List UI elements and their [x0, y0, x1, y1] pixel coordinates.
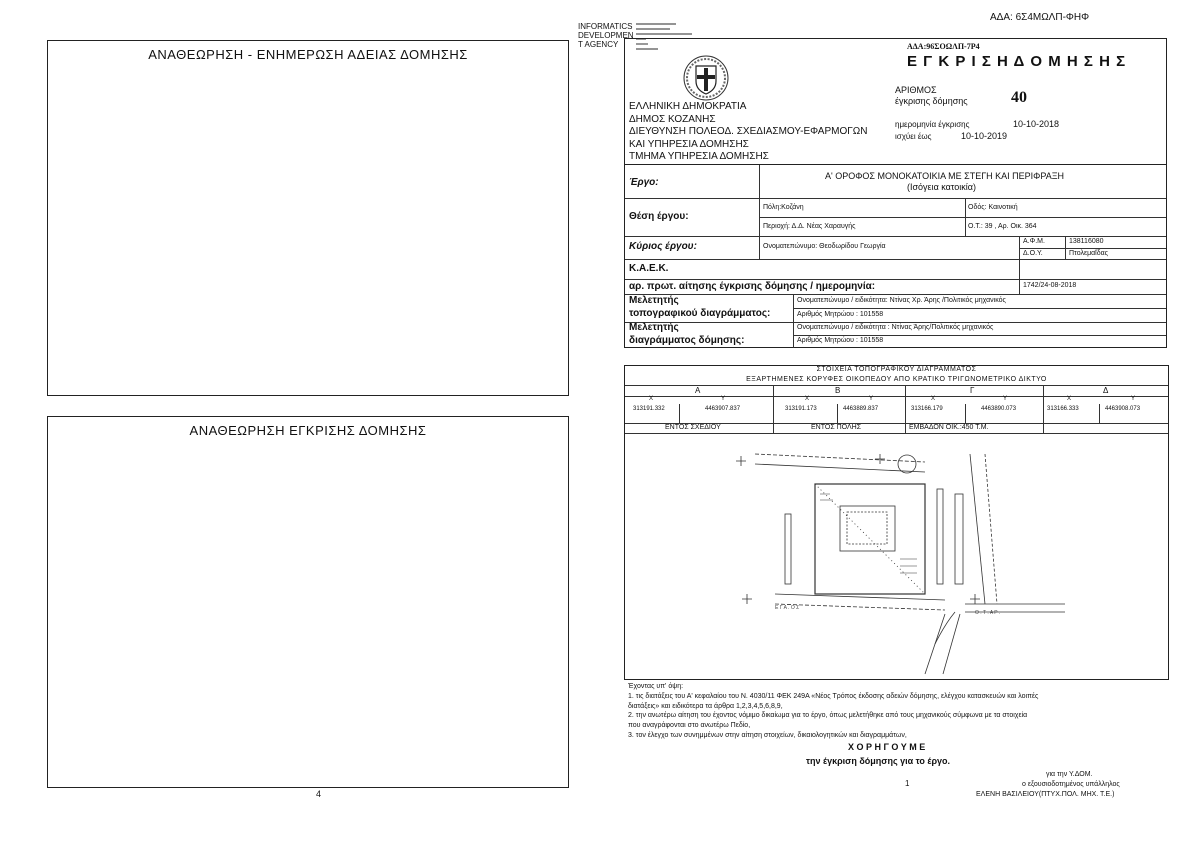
kaek-label: Κ.Α.Ε.Κ.	[629, 263, 669, 274]
revision-update-title: ΑΝΑΘΕΩΡΗΣΗ - ΕΝΗΜΕΡΩΣΗ ΑΔΕΙΑΣ ΔΟΜΗΣΗΣ	[148, 47, 468, 62]
topo-subheading: ΕΞΑΡΤΗΜΕΝΕΣ ΚΟΡΥΦΕΣ ΟΙΚΟΠΕΔΟΥ ΑΠΟ ΚΡΑΤΙΚΟ ΤΡΙΓΩΝΟΜΕΤΡΙΚΟ ΔΙΚΤΥΟ	[746, 376, 1047, 383]
building-engineer-label: Μελετητής	[629, 322, 679, 333]
svg-text:Ε Γ Α . Ο Σ: Ε Γ Α . Ο Σ	[775, 605, 800, 611]
approval-date-label: ημερομηνία έγκρισης	[895, 120, 970, 129]
vertex-a-x-label: Χ	[649, 396, 654, 402]
watermark-line2: DEVELOPMEN	[578, 31, 634, 40]
street-value: Οδός: Καινοτική	[968, 204, 1018, 211]
vertex-a-y-label: Υ	[721, 396, 726, 402]
topo-engineer-name: Ονοματεπώνυμο / ειδικότητα: Ντίνας Χρ. Άρης /Πολιτικός μηχανικός	[797, 297, 1006, 304]
revision-approval-panel	[47, 416, 569, 788]
vertex-c-y: 4463890.073	[981, 406, 1017, 412]
block-value: Ο.Τ.: 39 , Αρ. Οικ. 364	[968, 223, 1037, 230]
note-3: 3. τον έλεγχο των συνημμένων στην αίτηση στοιχείων, δικαιολογητικών και διαγραμμάτων,	[628, 731, 907, 739]
protocol-label: αρ. πρωτ. αίτησης έγκρισης δόμησης / ημερομηνία:	[629, 281, 876, 292]
authority-line: ΚΑΙ ΥΠΗΡΕΣΙΑ ΔΟΜΗΣΗΣ	[629, 138, 749, 150]
plot-area-label: ΕΜΒΑΔΟΝ ΟΙΚ.:450 Τ.Μ.	[909, 424, 989, 431]
watermark-line3: T AGENCY	[578, 40, 619, 49]
vertex-d-x-label: Χ	[1067, 396, 1072, 402]
vertex-a-y: 4463907.837	[705, 406, 741, 412]
number-label-2: έγκρισης δόμησης	[895, 96, 968, 106]
location-label: Θέση έργου:	[629, 211, 689, 222]
document-title: Ε Γ Κ Ρ Ι Σ Η Δ Ο Μ Η Σ Η Σ	[907, 53, 1127, 70]
note-2: 2. την ανωτέρω αίτηση του έχοντος νόμιμο δικαίωμα για το έργο, όπως μελετήθηκε από τους μηχανικούς σύμφωνα με τα στοιχεία	[628, 712, 1028, 720]
vertex-c-name: Γ	[970, 386, 975, 395]
vertex-a-x: 313191.332	[633, 406, 665, 412]
doy-value: Πτολεμαΐδας	[1069, 250, 1109, 257]
note-1-cont: διατάξεις» και ειδικότερα τα άρθρα 1,2,3,4,5,6,8,9,	[628, 702, 783, 710]
vertex-b-name: Β	[835, 386, 841, 395]
authority-line: ΤΜΗΜΑ ΥΠΗΡΕΣΙΑ ΔΟΜΗΣΗΣ	[629, 151, 769, 162]
ada-top: ΑΔΑ: 6Σ4ΜΩΛΠ-ΦΗΦ	[990, 12, 1090, 23]
afm-value: 138116080	[1069, 238, 1104, 245]
vertex-b-x: 313191.173	[785, 406, 817, 412]
signature-name: ΕΛΕΝΗ ΒΑΣΙΛΕΙΟΥ(ΠΤΥΧ.ΠΟΛ. ΜΗΧ. Τ.Ε.)	[976, 791, 1115, 798]
watermark-line1: INFORMATICS	[578, 22, 633, 31]
authority-block	[629, 101, 867, 164]
valid-until-date: 10-10-2019	[961, 131, 1008, 141]
vertex-d-name: Δ	[1103, 386, 1109, 395]
page-number-right: 1	[905, 779, 910, 788]
approval-date: 10-10-2018	[1013, 119, 1060, 129]
site-plan-drawing	[625, 434, 1168, 679]
note-1: 1. τις διατάξεις του Α' κεφαλαίου του Ν. 4030/11 ΦΕΚ 249Α «Νέος Τρόπος έκδοσης αδειών δόμησης, ελέγχου κατασκευών και λοιπές	[628, 692, 1039, 700]
note-2-cont: που αναγράφονται στο ανωτέρω Πεδίο,	[628, 722, 751, 730]
signature-line1: για την Υ.ΔΟΜ.	[1046, 771, 1093, 778]
project-details-table	[624, 164, 1167, 348]
owner-name: Ονοματεπώνυμο: Θεοδωρίδου Γεωργία	[763, 243, 886, 250]
building-engineer-label-2: διαγράμματος δόμησης:	[629, 335, 745, 346]
number-label: ΑΡΙΘΜΟΣ	[895, 85, 937, 95]
authority-line: ΔΙΕΥΘΥΝΣΗ ΠΟΛΕΟΔ. ΣΧΕΔΙΑΣΜΟΥ-ΕΦΑΡΜΟΓΩΝ	[629, 126, 868, 137]
svg-text:Ο . Τ . Α Ρ .: Ο . Τ . Α Ρ .	[975, 610, 1001, 616]
legal-notes	[628, 682, 1168, 741]
notes-intro: Έχοντας υπ' όψη:	[628, 683, 684, 690]
vertex-c-y-label: Υ	[1003, 396, 1008, 402]
page-number-left: 4	[316, 789, 322, 799]
vertex-d-y-label: Υ	[1131, 396, 1136, 402]
vertex-b-x-label: Χ	[805, 396, 810, 402]
ada-inner: ΑΔΑ:96ΣΟΩΛΠ-7Ρ4	[907, 42, 980, 51]
vertex-d-x: 313166.333	[1047, 406, 1079, 412]
within-plan-label: ΕΝΤΟΣ ΣΧΕΔΙΟΥ	[665, 424, 721, 431]
doy-label: Δ.Ο.Υ.	[1023, 250, 1043, 257]
building-engineer-name: Ονοματεπώνυμο / ειδικότητα : Ντίνας Άρης/Πολιτικός μηχανικός	[797, 324, 994, 331]
project-subdescription: (Ισόγεια κατοικία)	[907, 182, 976, 192]
city-value: Πόλη:Κοζάνη	[763, 204, 804, 211]
valid-until-label: ισχύει έως	[895, 132, 932, 141]
owner-label: Κύριος έργου:	[629, 241, 697, 252]
building-engineer-registry: Αριθμός Μητρώου : 101558	[797, 337, 884, 344]
area-value: Περιοχή: Δ.Δ. Νέας Χαραυγής	[763, 223, 856, 230]
vertex-d-y: 4463908.073	[1105, 406, 1141, 412]
vertex-b-y: 4463889.837	[843, 406, 879, 412]
grant-text: την έγκριση δόμησης για το έργο.	[806, 756, 951, 766]
topo-engineer-label-2: τοπογραφικού διαγράμματος:	[629, 308, 771, 319]
revision-update-panel	[47, 40, 569, 396]
project-label: Έργο:	[629, 177, 659, 188]
within-city-label: ΕΝΤΟΣ ΠΟΛΗΣ	[811, 424, 862, 431]
authority-line: ΔΗΜΟΣ ΚΟΖΑΝΗΣ	[629, 113, 716, 125]
signature-line2: ο εξουσιοδοτημένος υπάλληλος	[1022, 781, 1120, 788]
grant-heading: Χ Ο Ρ Η Γ Ο Υ Μ Ε	[848, 742, 926, 752]
vertex-c-x-label: Χ	[931, 396, 936, 402]
topo-engineer-registry: Αριθμός Μητρώου : 101558	[797, 311, 884, 318]
authority-line: ΕΛΛΗΝΙΚΗ ΔΗΜΟΚΡΑΤΙΑ	[629, 101, 747, 112]
vertex-b-y-label: Υ	[869, 396, 874, 402]
protocol-value: 1742/24-08-2018	[1023, 282, 1077, 289]
vertex-c-x: 313166.179	[911, 406, 943, 412]
approval-header	[624, 38, 1167, 165]
project-description: Α' ΟΡΟΦΟΣ ΜΟΝΟΚΑΤΟΙΚΙΑ ΜΕ ΣΤΕΓΗ ΚΑΙ ΠΕΡΙΦΡΑΞΗ	[825, 171, 1065, 181]
afm-label: Α.Φ.Μ.	[1023, 238, 1045, 245]
topo-heading: ΣΤΟΙΧΕΙΑ ΤΟΠΟΓΡΑΦΙΚΟΥ ΔΙΑΓΡΑΜΜΑΤΟΣ	[816, 366, 977, 373]
topographic-section	[624, 365, 1169, 680]
greek-coat-of-arms-icon	[681, 53, 731, 108]
approval-number: 40	[1011, 89, 1027, 106]
vertex-a-name: Α	[695, 386, 701, 395]
revision-approval-title: ΑΝΑΘΕΩΡΗΣΗ ΕΓΚΡΙΣΗΣ ΔΟΜΗΣΗΣ	[189, 423, 427, 438]
topo-engineer-label: Μελετητής	[629, 295, 679, 306]
